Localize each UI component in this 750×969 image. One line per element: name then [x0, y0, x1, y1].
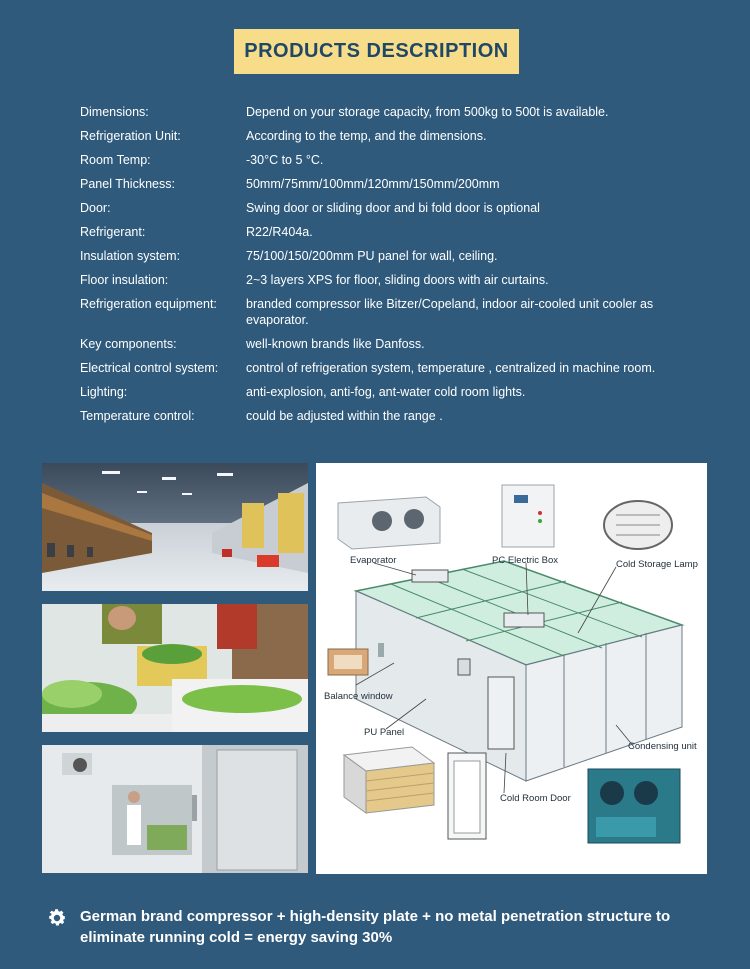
spec-label: Electrical control system: — [80, 361, 219, 375]
spec-label: Room Temp: — [80, 153, 151, 167]
spec-label: Dimensions: — [80, 105, 149, 119]
lamp-label: Cold Storage Lamp — [616, 559, 698, 570]
spec-row — [80, 296, 700, 328]
footer-text: German brand compressor + high-density plate + no metal penetration structure to eliminate running cold = energy saving 30% — [80, 908, 671, 946]
spec-value: well-known brands like Danfoss. — [246, 337, 425, 351]
warehouse-photo — [42, 463, 308, 591]
spec-value: branded compressor like Bitzer/Copeland, indoor air-cooled unit cooler as evaporator. — [246, 297, 654, 327]
spec-value: According to the temp, and the dimensions. — [246, 129, 487, 143]
spec-row — [80, 128, 700, 144]
spec-row — [80, 336, 700, 352]
cold-room-diagram — [316, 463, 707, 874]
evaporator-label: Evaporator — [350, 555, 397, 566]
cold-storage-lamp-image — [604, 501, 672, 549]
spec-row — [80, 104, 700, 120]
condensing-unit-label: Condensing unit — [628, 741, 697, 752]
pc-electric-box-image — [502, 485, 554, 547]
spec-value: 50mm/75mm/100mm/120mm/150mm/200mm — [246, 177, 500, 191]
spec-value: Swing door or sliding door and bi fold door is optional — [246, 201, 540, 215]
spec-value: control of refrigeration system, temperature , centralized in machine room. — [246, 361, 656, 375]
spec-label: Refrigeration Unit: — [80, 129, 181, 143]
cold-room-door-image — [448, 753, 486, 839]
spec-row — [80, 272, 700, 288]
spec-label: Key components: — [80, 337, 177, 351]
spec-value: -30°C to 5 °C. — [246, 153, 324, 167]
cold-room-door-photo — [42, 745, 308, 873]
spec-row — [80, 248, 700, 264]
spec-label: Insulation system: — [80, 249, 181, 263]
spec-row — [80, 176, 700, 192]
spec-value: 75/100/150/200mm PU panel for wall, ceiling. — [246, 249, 498, 263]
balance-window-image — [328, 649, 368, 675]
spec-label: Temperature control: — [80, 409, 195, 423]
pc-box-label: PC Electric Box — [492, 555, 558, 566]
spec-row — [80, 384, 700, 400]
pu-panel-label: PU Panel — [364, 727, 405, 738]
spec-row — [80, 408, 700, 424]
spec-label: Refrigerant: — [80, 225, 146, 239]
footer-highlight — [46, 906, 726, 948]
spec-label: Refrigeration equipment: — [80, 297, 217, 311]
spec-label: Door: — [80, 201, 111, 215]
cold-room-door-label: Cold Room Door — [500, 793, 571, 804]
spec-label: Floor insulation: — [80, 273, 169, 287]
spec-value: Depend on your storage capacity, from 500kg to 500t is available. — [246, 105, 609, 119]
condensing-unit-image — [588, 769, 680, 843]
spec-row — [80, 360, 700, 376]
spec-row — [80, 200, 700, 216]
balance-window-label: Balance window — [324, 691, 393, 702]
spec-value: 2~3 layers XPS for floor, sliding doors with air curtains. — [246, 273, 549, 287]
gear-icon — [46, 907, 68, 929]
evaporator-image — [338, 497, 440, 549]
spec-value: could be adjusted within the range . — [246, 409, 443, 423]
spec-row — [80, 224, 700, 240]
spec-row — [80, 152, 700, 168]
page-title: PRODUCTS DESCRIPTION — [234, 29, 519, 74]
spec-table — [80, 104, 700, 432]
pu-panel-image — [344, 747, 434, 813]
spec-label: Panel Thickness: — [80, 177, 175, 191]
spec-value: R22/R404a. — [246, 225, 313, 239]
spec-label: Lighting: — [80, 385, 128, 399]
vegetables-photo — [42, 604, 308, 732]
spec-value: anti-explosion, anti-fog, ant-water cold room lights. — [246, 385, 526, 399]
